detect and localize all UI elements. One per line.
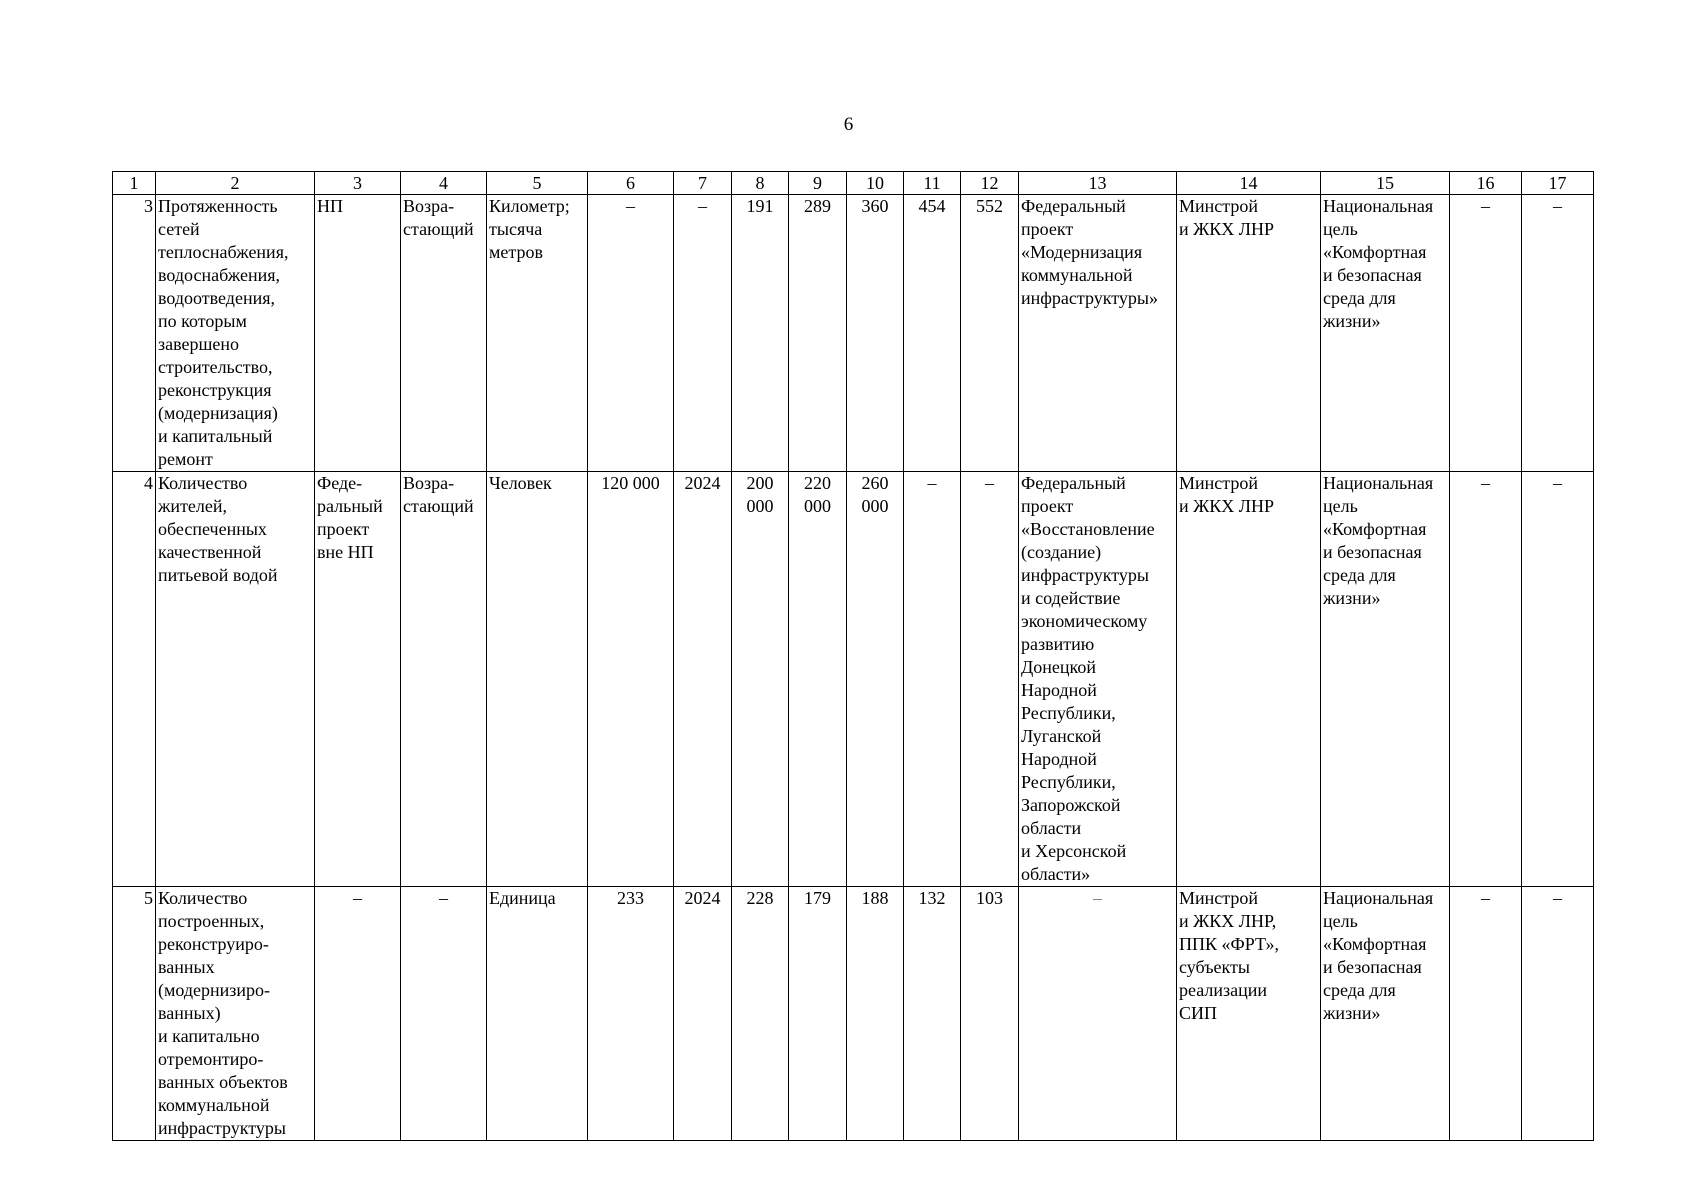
- column-header: 17: [1522, 172, 1594, 195]
- column-header: 16: [1450, 172, 1522, 195]
- indicator-level: –: [315, 887, 401, 1141]
- indicator-trend: –: [401, 887, 487, 1141]
- value-col-12: 552: [961, 195, 1019, 472]
- base-year: 2024: [674, 887, 732, 1141]
- value-col-10: 188: [847, 887, 904, 1141]
- column-header: 15: [1321, 172, 1450, 195]
- value-col-11: 454: [904, 195, 961, 472]
- value-col-8: 191: [732, 195, 789, 472]
- indicator-name: Протяженность сетей теплоснабжения, водоснабжения, водоотведения, по которым завершено строительство, реконструкция (модернизация) и капитальный ремонт: [156, 195, 315, 472]
- column-header: 6: [588, 172, 674, 195]
- base-value: 120 000: [588, 472, 674, 887]
- value-col-8: 228: [732, 887, 789, 1141]
- value-col-10: 360: [847, 195, 904, 472]
- table-row: [113, 195, 1594, 472]
- responsible: Минстрой и ЖКХ ЛНР, ППК «ФРТ», субъекты реализации СИП: [1177, 887, 1321, 1141]
- value-col-17: –: [1522, 195, 1594, 472]
- indicators-table: [112, 171, 1594, 1141]
- indicator-name: Количество жителей, обеспеченных качественной питьевой водой: [156, 472, 315, 887]
- column-header: 4: [401, 172, 487, 195]
- value-col-9: 179: [789, 887, 847, 1141]
- federal-project: Федеральный проект «Модернизация коммунальной инфраструктуры»: [1019, 195, 1177, 472]
- value-col-17: –: [1522, 472, 1594, 887]
- indicator-trend: Возра- стающий: [401, 472, 487, 887]
- column-header: 13: [1019, 172, 1177, 195]
- value-col-8: 200 000: [732, 472, 789, 887]
- value-col-12: 103: [961, 887, 1019, 1141]
- column-header: 14: [1177, 172, 1321, 195]
- column-header: 9: [789, 172, 847, 195]
- value-col-16: –: [1450, 887, 1522, 1141]
- column-header: 10: [847, 172, 904, 195]
- row-number: 5: [113, 887, 156, 1141]
- value-col-12: –: [961, 472, 1019, 887]
- column-header: 12: [961, 172, 1019, 195]
- value-col-16: –: [1450, 195, 1522, 472]
- base-year: 2024: [674, 472, 732, 887]
- value-col-16: –: [1450, 472, 1522, 887]
- indicator-name: Количество построенных, реконструиро- ванных (модернизиро- ванных) и капитально отремонтиро- ванных объектов коммунальной инфраструктуры: [156, 887, 315, 1141]
- value-col-9: 220 000: [789, 472, 847, 887]
- indicator-level: НП: [315, 195, 401, 472]
- responsible: Минстрой и ЖКХ ЛНР: [1177, 472, 1321, 887]
- value-col-17: –: [1522, 887, 1594, 1141]
- indicator-level: Феде- ральный проект вне НП: [315, 472, 401, 887]
- page-number: 6: [843, 114, 854, 135]
- indicator-trend: Возра- стающий: [401, 195, 487, 472]
- value-col-9: 289: [789, 195, 847, 472]
- base-value: –: [588, 195, 674, 472]
- column-number-row: [113, 172, 1594, 195]
- unit-of-measure: Человек: [487, 472, 588, 887]
- value-col-11: 132: [904, 887, 961, 1141]
- national-goal: Национальная цель «Комфортная и безопасная среда для жизни»: [1321, 195, 1450, 472]
- column-header: 7: [674, 172, 732, 195]
- column-header: 1: [113, 172, 156, 195]
- table-row: [113, 887, 1594, 1141]
- column-header: 8: [732, 172, 789, 195]
- base-value: 233: [588, 887, 674, 1141]
- federal-project: –: [1019, 887, 1177, 1141]
- column-header: 5: [487, 172, 588, 195]
- unit-of-measure: Единица: [487, 887, 588, 1141]
- national-goal: Национальная цель «Комфортная и безопасная среда для жизни»: [1321, 472, 1450, 887]
- unit-of-measure: Километр; тысяча метров: [487, 195, 588, 472]
- base-year: –: [674, 195, 732, 472]
- value-col-10: 260 000: [847, 472, 904, 887]
- row-number: 3: [113, 195, 156, 472]
- responsible: Минстрой и ЖКХ ЛНР: [1177, 195, 1321, 472]
- column-header: 3: [315, 172, 401, 195]
- table-row: [113, 472, 1594, 887]
- column-header: 11: [904, 172, 961, 195]
- federal-project: Федеральный проект «Восстановление (создание) инфраструктуры и содействие экономическому развитию Донецкой Народной Республики, Луганской Народной Республики, Запорожской области и Херсонской области»: [1019, 472, 1177, 887]
- column-header: 2: [156, 172, 315, 195]
- national-goal: Национальная цель «Комфортная и безопасная среда для жизни»: [1321, 887, 1450, 1141]
- value-col-11: –: [904, 472, 961, 887]
- row-number: 4: [113, 472, 156, 887]
